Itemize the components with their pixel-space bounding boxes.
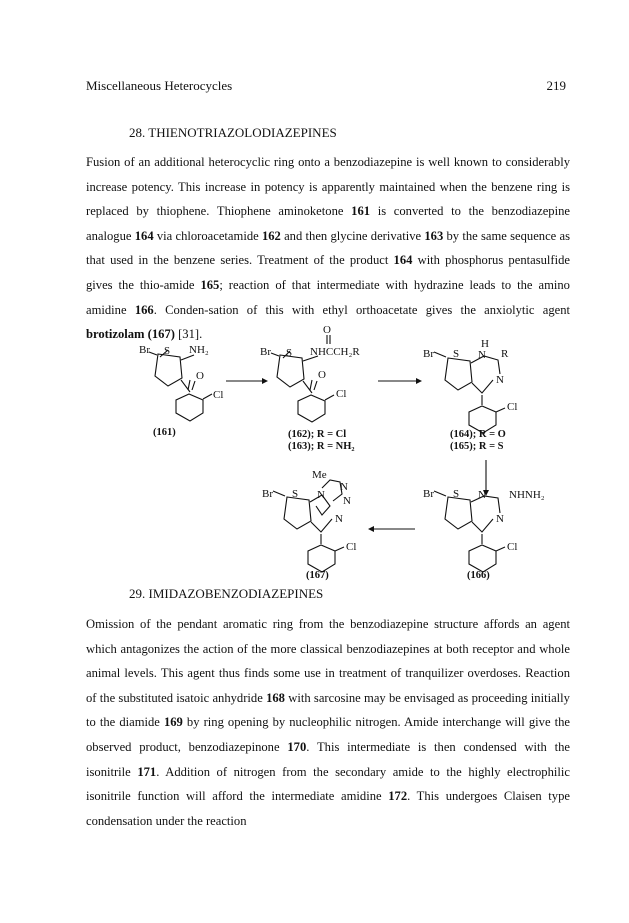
atom-n-167-a: N — [340, 481, 348, 493]
atom-nhnh2-166: NHNH₂ — [509, 489, 545, 501]
paragraph-thienotriazolodiazepines: Fusion of an additional heterocyclic ring onto a benzodiazepine is well known to considerably increase potency. This increase in potency is apparently maintained when the benzene ring is replaced by thiophene. Thiophene aminoketone 161 is converted to the benzodiazepine analogue 164 via chloroacetamide 162 and then glycine derivative 163 by the same sequence as that used in the benzene series. Treatment of the product 164 with phosphorus pentasulfide gives the thio-amide 165; reaction of that intermediate with hydrazine leads to the amino amidine 166. Conden-sation of this with ethyl orthoacetate gives the anxiolytic agent brotizolam (167) [31]. — [86, 155, 571, 342]
caption-166: (166) — [467, 570, 490, 581]
atom-s-162: S — [286, 347, 293, 359]
running-title: Miscellaneous Heterocycles — [86, 78, 233, 93]
atom-nh2-161: NH₂ — [189, 344, 209, 356]
atom-cl-161: Cl — [213, 389, 224, 401]
atom-n2-167: N — [335, 513, 343, 525]
atom-cl-164: Cl — [507, 401, 518, 413]
section-heading-29: 29. IMIDAZOBENZODIAZEPINES — [129, 586, 324, 601]
atom-s-167: S — [292, 488, 299, 500]
structure-167 — [273, 480, 344, 572]
atom-o-162-acyl: O — [323, 324, 331, 336]
atom-n-166: N — [478, 489, 486, 501]
page-number: 219 — [546, 78, 566, 93]
structure-166 — [434, 491, 505, 572]
atom-cl-167: Cl — [346, 541, 357, 553]
atom-s-161: S — [164, 345, 171, 357]
atom-br-166: Br — [423, 488, 434, 500]
caption-164: (164); R = O — [450, 429, 506, 440]
atom-h-164: H — [481, 338, 489, 350]
atom-nhcch2r-162: NHCCH₂R — [310, 346, 360, 358]
atom-br-161: Br — [139, 344, 150, 356]
structure-164-165 — [434, 352, 505, 433]
paragraph-imidazobenzodiazepines: Omission of the pendant aromatic ring from the benzodiazepine structure affords an agent which antagonizes the action of the more classical benzodiazepines at both receptor and whole animal levels. This agent thus finds some use in treatment of tranquilizer overdoses. Reaction of the substituted isatoic anhydride 168 with sarcosine may be envisaged as proceeding initially to the diamide 169 by ring opening by nucleophilic nitrogen. Amide interchange will give the observed product, benzodiazepinone 170. This intermediate is then condensed with the isonitrile 171. Addition of nitrogen from the secondary amide to the highly electrophilic isonitrile function will afford the intermediate amidine 172. This undergoes Claisen type condensation under the reaction — [86, 617, 571, 828]
atom-me-167: Me — [312, 469, 327, 481]
atom-cl-166: Cl — [507, 541, 518, 553]
atom-n-167-b: N — [343, 495, 351, 507]
atom-n-164: N — [478, 349, 486, 361]
atom-o-162: O — [318, 369, 326, 381]
section-heading-28: 28. THIENOTRIAZOLODIAZEPINES — [129, 125, 337, 140]
atom-n2-166: N — [496, 513, 504, 525]
atom-cl-162: Cl — [336, 388, 347, 400]
atom-br-162: Br — [260, 346, 271, 358]
atom-s-164: S — [453, 348, 460, 360]
caption-161: (161) — [153, 427, 176, 438]
caption-167: (167) — [306, 570, 329, 581]
atom-br-167: Br — [262, 488, 273, 500]
caption-165: (165); R = S — [450, 441, 504, 452]
caption-162: (162); R = Cl — [288, 429, 347, 440]
atom-o-161: O — [196, 370, 204, 382]
atom-s-166: S — [453, 488, 460, 500]
caption-163: (163); R = NH₂ — [288, 441, 355, 452]
atom-br-164: Br — [423, 348, 434, 360]
structure-161 — [149, 350, 212, 421]
atom-n2-164: N — [496, 374, 504, 386]
atom-n-167-c: N — [317, 489, 325, 501]
atom-r-164: R — [501, 348, 509, 360]
